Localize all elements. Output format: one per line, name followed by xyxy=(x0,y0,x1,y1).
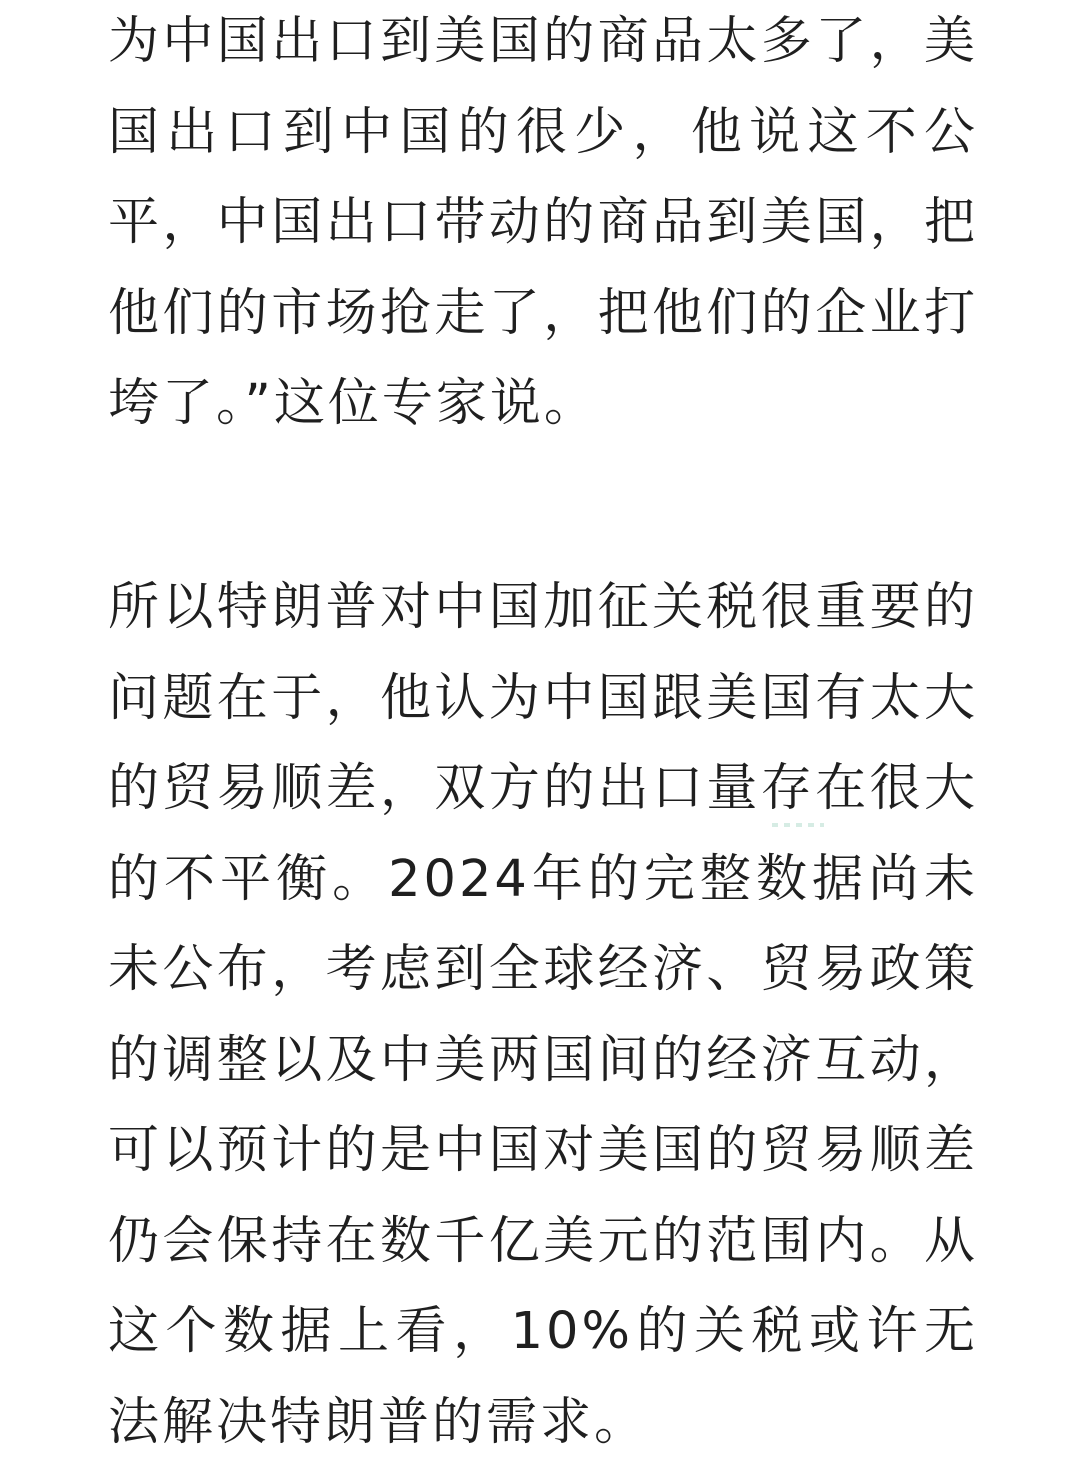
faint-artifact-mark xyxy=(772,823,824,827)
article-paragraph: 所以特朗普对中国加征关税很重要的问题在于，他认为中国跟美国有太大的贸易顺差，双方的出口量存在很大的不平衡。2024年的完整数据尚未未公布，考虑到全球经济、贸易政策的调整以及中美两国间的经济互动，可以预计的是中国对美国的贸易顺差仍会保持在数千亿美元的范围内。从这个数据上看，10%的关税或许无法解决特朗普的需求。 xyxy=(108,578,978,1452)
article-paragraph: 为中国出口到美国的商品太多了，美国出口到中国的很少，他说这不公平，中国出口带动的商品到美国，把他们的市场抢走了，把他们的企业打垮了。”这位专家说。 xyxy=(108,12,978,433)
